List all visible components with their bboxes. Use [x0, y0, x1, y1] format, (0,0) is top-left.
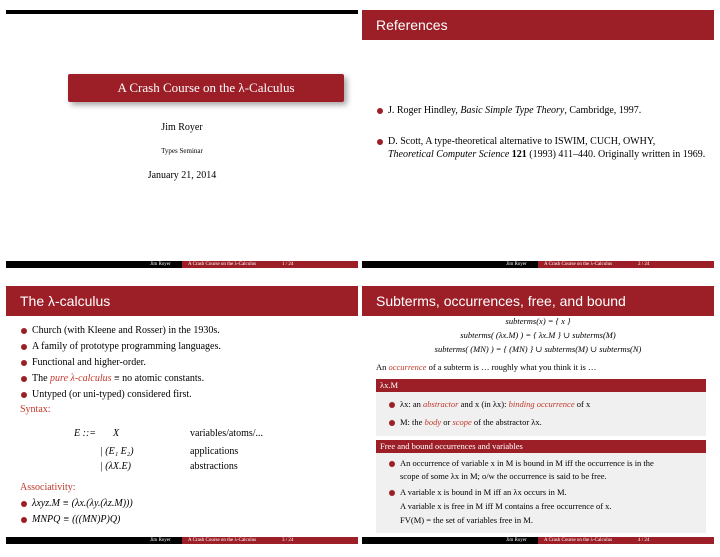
date: January 21, 2014	[147, 170, 217, 181]
slide-title: A Crash Course on the λ-Calculus	[117, 80, 295, 95]
bullet-icon	[377, 139, 383, 145]
footer-title: A Crash Course on the λ-Calculus	[188, 538, 257, 543]
slide-4	[362, 286, 714, 544]
bullet-item: The pure λ-calculus ≡ no atomic constants.	[32, 372, 204, 385]
reference-1: J. Roger Hindley, Basic Simple Type Theory, Cambridge, 1997.	[388, 104, 708, 117]
footer-page: 1 / 24	[282, 262, 294, 267]
slide-header: The λ-calculus	[6, 286, 358, 316]
slide-footer	[6, 261, 358, 268]
equation-subterms-abs: subterms( (λx.M) ) = { λx.M } ∪ subterms(M)	[460, 330, 616, 340]
bullet-icon	[21, 328, 27, 334]
block-free-bound-body	[376, 453, 706, 533]
grammar-desc-abstraction: abstractions	[190, 461, 238, 472]
bullet-icon	[21, 501, 27, 507]
block-abstraction-title: λx.M	[376, 379, 706, 392]
grammar-desc-application: applications	[190, 446, 239, 457]
equation-subterms-app: subterms( (MN) ) = { (MN) } ∪ subterms(M) ∪ subterms(N)	[434, 344, 642, 354]
bullet-icon	[389, 490, 395, 496]
associativity-rule: MNPQ ≡ (((MN)P)Q)	[32, 513, 120, 526]
block-item: λx: an abstractor and x (in λx): binding occurrence of x	[400, 398, 590, 411]
bullet-icon	[21, 360, 27, 366]
bullet-icon	[377, 108, 383, 114]
bullet-item: Untyped (or uni-typed) considered first.	[32, 388, 192, 401]
grammar-lhs: E ::=	[74, 428, 97, 439]
bullet-icon	[21, 376, 27, 382]
slide-header: References	[362, 10, 714, 40]
bullet-icon	[389, 461, 395, 467]
grammar-rule-application: | (E₁ E₂)	[100, 446, 134, 457]
reference-2: D. Scott, A type-theoretical alternative to ISWIM, CUCH, OWHY, Theoretical Computer Science 121 (1993) 411–440. Originally written in 1969.	[388, 135, 713, 161]
bullet-icon	[389, 420, 395, 426]
venue: Types Seminar	[161, 147, 203, 155]
bullet-icon	[21, 344, 27, 350]
block-item: M: the body or scope of the abstractor λx.	[400, 416, 542, 429]
bullet-icon	[21, 392, 27, 398]
slide-footer	[362, 537, 714, 544]
slide-footer	[6, 537, 358, 544]
bullet-item: Functional and higher-order.	[32, 356, 146, 369]
footer-author: Jim Royer	[506, 538, 527, 543]
equation-subterms-var: subterms(x) = { x }	[505, 316, 571, 326]
bullet-icon	[21, 517, 27, 523]
slide-footer	[362, 261, 714, 268]
block-line: FV(M) = the set of variables free in M.	[400, 515, 533, 525]
author: Jim Royer	[161, 122, 203, 133]
bullet-item: Church (with Kleene and Rosser) in the 1930s.	[32, 324, 220, 337]
footer-page: 4 / 24	[638, 538, 650, 543]
slide-1	[6, 10, 358, 268]
footer-author: Jim Royer	[506, 262, 527, 267]
slide-header: Subterms, occurrences, free, and bound	[362, 286, 714, 316]
slide-3	[6, 286, 358, 544]
associativity-rule: λxyz.M ≡ (λx.(λy.(λz.M)))	[32, 497, 133, 510]
associativity-label: Associativity:	[20, 482, 76, 493]
footer-title: A Crash Course on the λ-Calculus	[544, 538, 613, 543]
block-item: An occurrence of variable x in M is bound in M iff the occurrence is in the scope of some λx in M; o/w the occurrence is said to be free.	[400, 457, 700, 483]
occurrence-text: An occurrence of a subterm is … roughly what you think it is …	[376, 362, 597, 372]
footer-page: 3 / 24	[282, 538, 294, 543]
bullet-icon	[389, 402, 395, 408]
slide-2	[362, 10, 714, 268]
footer-author: Jim Royer	[150, 538, 171, 543]
bullet-item: A family of prototype programming languages.	[32, 340, 221, 353]
footer-title: A Crash Course on the λ-Calculus	[544, 262, 613, 267]
footer-author: Jim Royer	[150, 262, 171, 267]
grammar-rule-abstraction: | (λX.E)	[100, 461, 131, 472]
grammar-desc-variable: variables/atoms/...	[190, 428, 264, 439]
block-abstraction-body	[376, 392, 706, 436]
title-box	[68, 74, 344, 102]
block-item: A variable x is bound in M iff an λx occurs in M.	[400, 486, 567, 499]
footer-page: 2 / 24	[638, 262, 650, 267]
grammar-rule-variable: X	[113, 428, 120, 439]
block-line: A variable x is free in M iff M contains a free occurrence of x.	[400, 501, 612, 511]
slide-top-bar	[6, 10, 358, 14]
block-free-bound-title: Free and bound occurrences and variables	[376, 440, 706, 453]
syntax-label: Syntax:	[20, 404, 51, 415]
footer-title: A Crash Course on the λ-Calculus	[188, 262, 257, 267]
